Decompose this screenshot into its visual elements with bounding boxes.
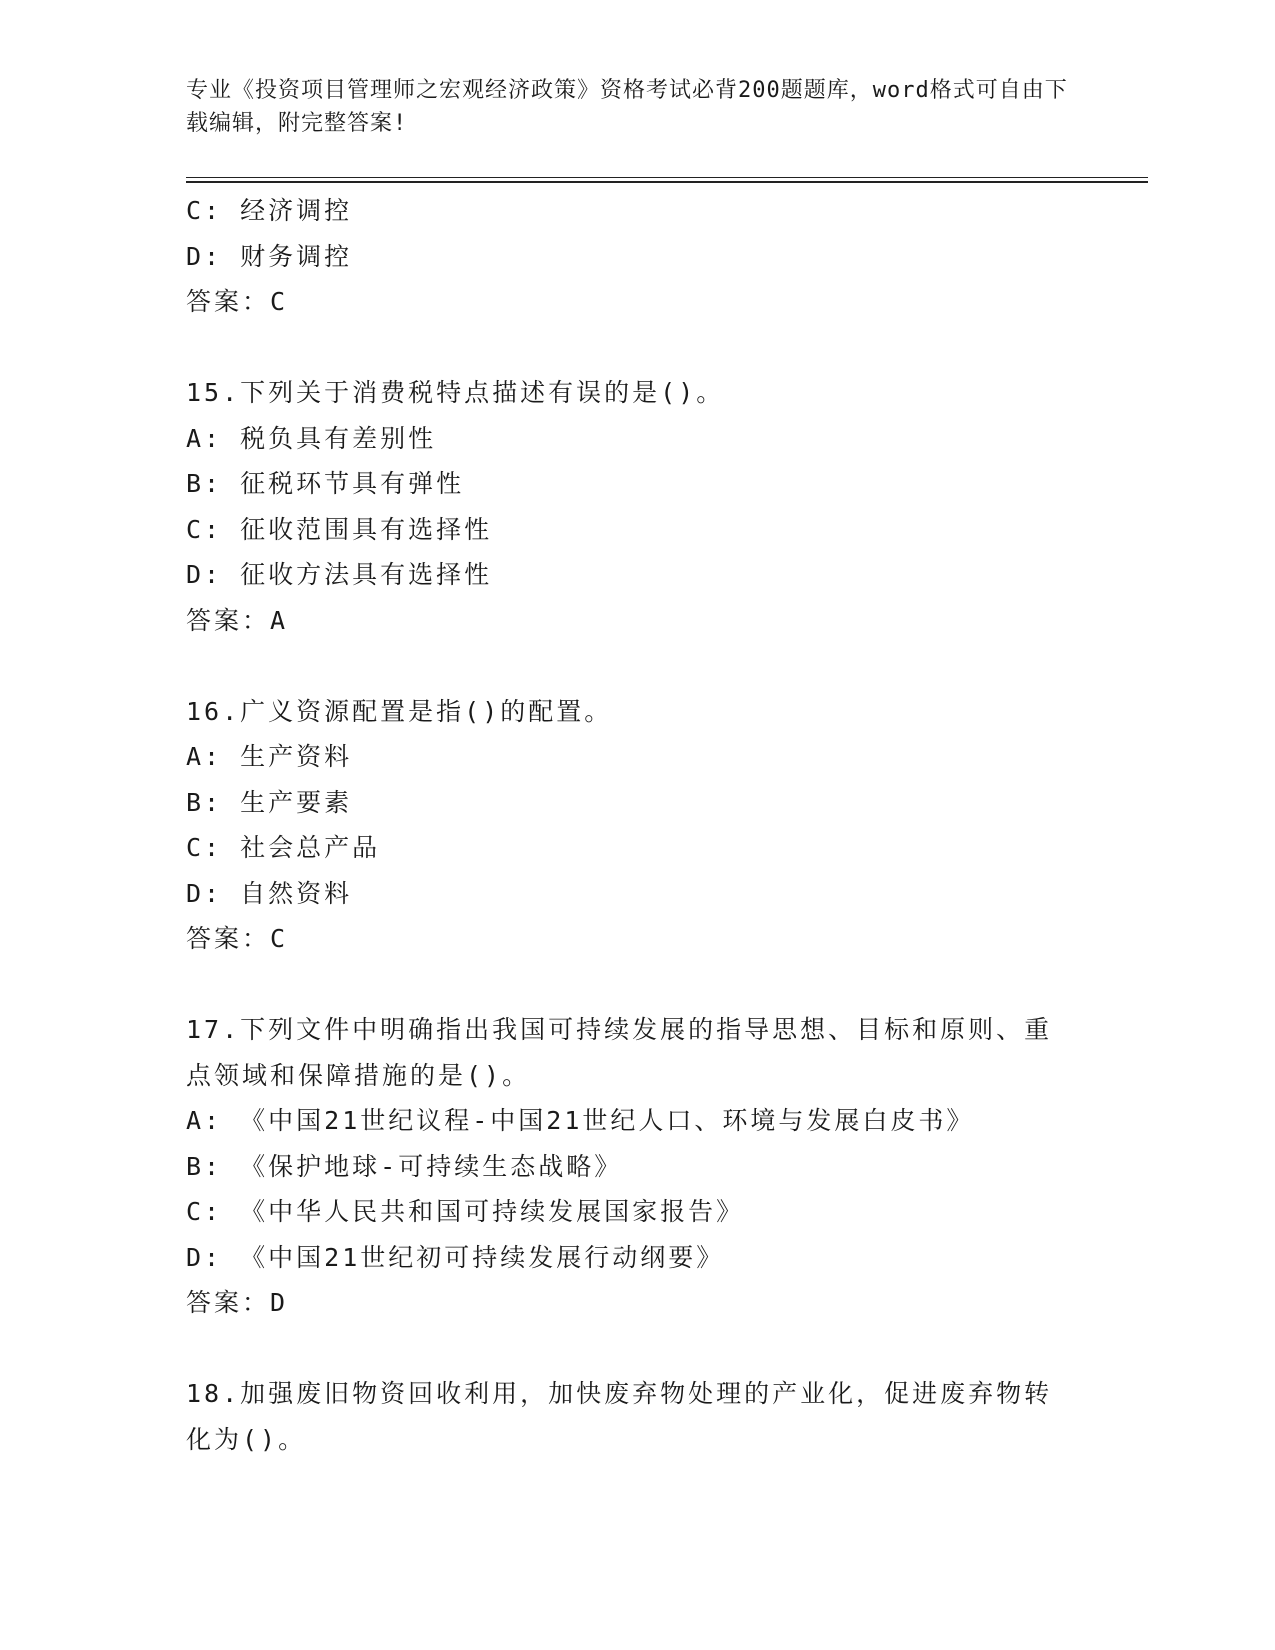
option-b: B: 《保护地球-可持续生态战略》 <box>186 1151 623 1181</box>
option-b: B: 生产要素 <box>186 787 353 817</box>
option-a: A: 税负具有差别性 <box>186 423 437 453</box>
answer: 答案：C <box>186 924 289 953</box>
question-stem-line-2: 化为()。 <box>186 1424 307 1454</box>
answer: 答案：A <box>186 605 289 635</box>
option-a: A: 《中国21世纪议程-中国21世纪人口、环境与发展白皮书》 <box>186 1106 975 1135</box>
spacer <box>186 325 1086 371</box>
question-17 <box>186 1007 1086 1326</box>
option-a: A: 生产资料 <box>186 742 353 771</box>
option-c: C: 社会总产品 <box>186 833 381 862</box>
option-d: D: 自然资料 <box>186 878 353 908</box>
question-16 <box>186 689 1086 962</box>
question-stem-line-1: 18.加强废旧物资回收利用，加快废弃物处理的产业化，促进废弃物转 <box>186 1379 1053 1408</box>
option-d: D: 征收方法具有选择性 <box>186 560 493 589</box>
question-14-continuation <box>186 188 1086 325</box>
option-c: C: 《中华人民共和国可持续发展国家报告》 <box>186 1197 745 1226</box>
header-rule-thin <box>186 177 1148 178</box>
question-18 <box>186 1371 1086 1462</box>
question-stem-line-1: 17.下列文件中明确指出我国可持续发展的指导思想、目标和原则、重 <box>186 1015 1053 1044</box>
question-stem: 15.下列关于消费税特点描述有误的是()。 <box>186 378 725 407</box>
question-stem-line-2: 点领域和保障措施的是()。 <box>186 1060 531 1090</box>
spacer <box>186 1326 1086 1372</box>
document-header <box>186 74 1076 140</box>
question-stem: 16.广义资源配置是指()的配置。 <box>186 696 613 726</box>
question-15 <box>186 370 1086 643</box>
document-title: 专业《投资项目管理师之宏观经济政策》资格考试必背200题题库，word格式可自由下载编辑，附完整答案! <box>186 78 1068 136</box>
option-d: D: 《中国21世纪初可持续发展行动纲要》 <box>186 1242 725 1272</box>
option-b: B: 征税环节具有弹性 <box>186 469 465 498</box>
option-c: C: 经济调控 <box>186 196 353 225</box>
answer: 答案：C <box>186 287 289 316</box>
header-rule-thick <box>186 181 1148 183</box>
question-list <box>186 188 1086 1462</box>
option-d: D: 财务调控 <box>186 241 353 271</box>
option-c: C: 征收范围具有选择性 <box>186 514 493 544</box>
spacer <box>186 962 1086 1008</box>
spacer <box>186 643 1086 689</box>
answer: 答案：D <box>186 1288 289 1317</box>
